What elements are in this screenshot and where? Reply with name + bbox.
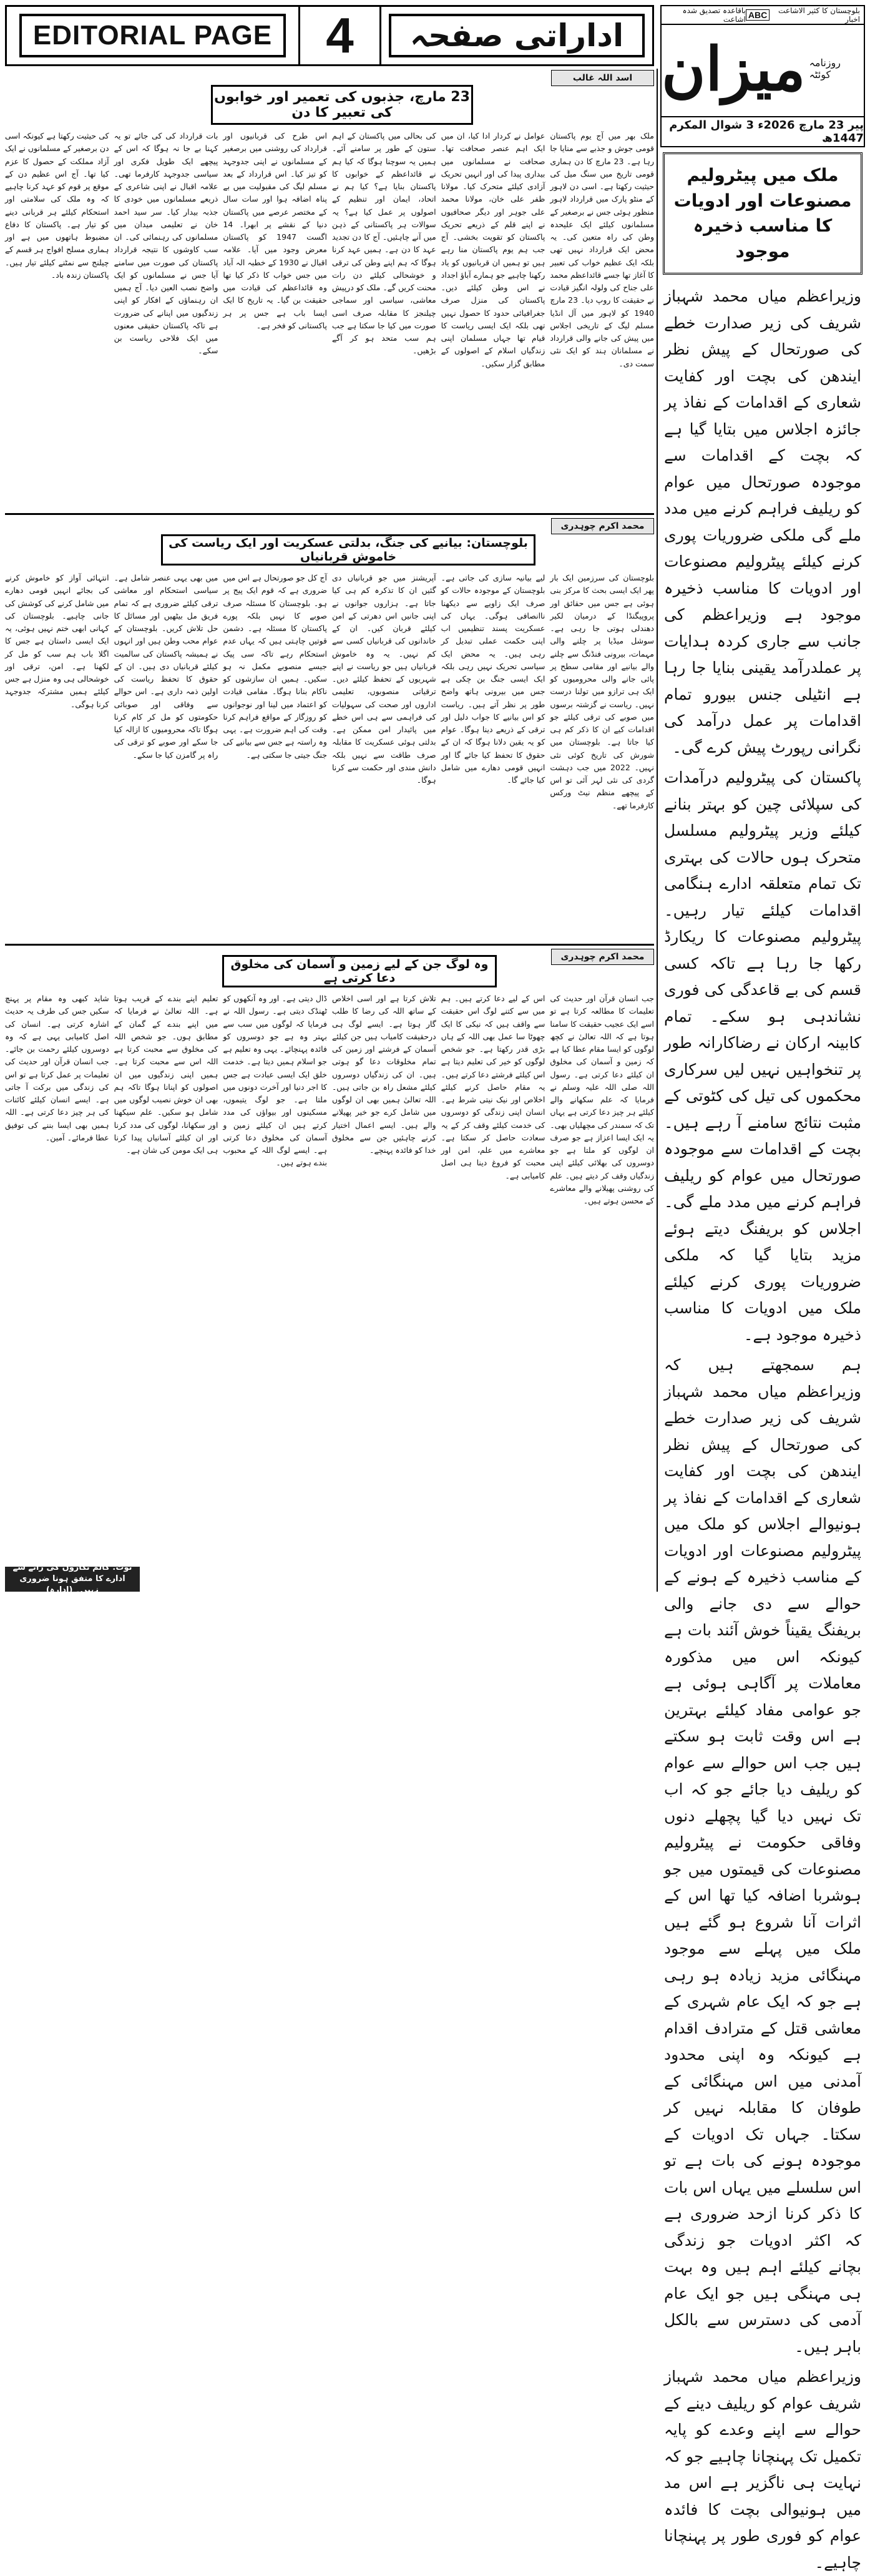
article1-column: عوامل نے کردار ادا کیا، ان میں ایک اہم عنصر صحافت تھا۔ صحافت نے مسلمانوں میں بیداری پیدا کی اور انہیں تحریک آزادی کیلئے متحرک کیا۔ مولانا ظفر علی خان، مولانا محمد علی جوہر اور دیگر صحافیوں نے اپنے قلم کے ذریعے تحریک پاکستان کو تقویت بخشی۔ آج جب ہم یوم پاکستان منا رہے ہیں تو ہمیں ان قربانیوں کو یاد رکھنا چاہیے جو ہمارے آباؤ اجداد نے اس وطن کیلئے دیں۔ پاکستان کی منزل صرف جغرافیائی حدود کا حصول نہیں تھی بلکہ ایک ایسی ریاست کا قیام تھا جہاں مسلمان اپنی زندگیاں اسلام کے اصولوں کے مطابق گزار سکیں۔ — [441, 131, 545, 368]
lead-paragraph: ہم سمجھتے ہیں کہ وزیراعظم میاں محمد شہباز شریف کی زیر صدارت خطے کی صورتحال کے پیش نظر ایندھن کی بچت اور کفایت شعاری کے اقدامات کے نفاذ پر ہونیوالے اجلاس کو ملک میں پیٹرولیم مصنوعات اور ادویات کے مناسب ذخیرہ کے ہونے کے حوالے سے دی جانے والی بریفنگ یقیناً خوش آئند بات ہے کیونکہ اس میں مذکورہ معاملات پر آگاہی ہوئی ہے جو عوامی مفاد کیلئے بہترین ہے اس وقت ثابت ہو سکتے ہیں جب اس حوالے سے عوام کو ریلیف دیا جائے جو کہ اب تک نہیں دیا گیا پچھلے دنوں وفاقی حکومت نے پیٹرولیم مصنوعات کی قیمتوں میں جو ہوشربا اضافہ کیا تھا اس کے اثرات آنا شروع ہو گئے ہیں ملک میں پہلے سے موجود مہنگائی مزید زیادہ ہو رہی ہے جو کہ ایک عام شہری کے معاشی قتل کے مترادف اقدام ہے کیونکہ وہ اپنی محدود آمدنی میں اس مہنگائی کے طوفان کا مقابلہ نہیں کر سکتا۔ جہاں تک ادویات کے موجودہ ہونے کی بات ہے تو اس سلسلے میں یہاں اس بات کا ذکر کرنا ازحد ضروری ہے کہ اکثر ادویات جو زندگی بچانے کیلئے اہم ہیں وہ بہت ہی مہنگی ہیں جو ایک عام آدمی کی دسترس سے بالکل باہر ہیں۔ — [664, 1356, 861, 2356]
masthead-strip-right: بلوچستان کا کثیر الاشاعت اخبار — [778, 6, 860, 24]
logo-text: میزان — [662, 33, 806, 104]
article2-column: بلوچستان کی سرزمین ایک بار پھر ایک ایسی بحث کا مرکز بنی ہوئی ہے جس میں حقائق اور پروپیگنڈا کے درمیان لکیر دھندلی ہوتی جا رہی ہے۔ سوشل میڈیا پر چلنے والی مہمات، بیرونی فنڈنگ سے چلنے والے بیانیے اور مقامی سطح پر پائی جانے والی محرومیوں کو ایک ہی ترازو میں تولنا درست نہیں۔ ریاست نے گزشتہ برسوں میں صوبے کی ترقی کیلئے جو اقدامات کیے ان کا ذکر کم ہی کیا جاتا ہے۔ بلوچستان میں شورش کی تاریخ کوئی نئی نہیں۔ 2022 میں جب دہشت گردی کی نئی لہر آئی تو اس کے پیچھے منظم نیٹ ورکس کارفرما تھے۔ — [550, 573, 654, 810]
article3-byline: محمد اکرم چوہدری — [551, 949, 654, 965]
article2-column: آج کل جو صورتحال ہے اس میں ضروری ہے کہ قوم ایک پیج پر ہو۔ بلوچستان کا مسئلہ صرف صوبے کا نہیں بلکہ پورے پاکستان کا مسئلہ ہے۔ دشمن قوتیں چاہتی ہیں کہ یہاں عدم استحکام رہے تاکہ سی پیک جیسے منصوبے مکمل نہ ہو سکیں۔ ہمیں ان سازشوں کو ناکام بنانا ہوگا۔ مقامی قیادت کو اعتماد میں لینا اور نوجوانوں کو روزگار کے مواقع فراہم کرنا وقت کی اہم ضرورت ہے۔ یہی وہ راستہ ہے جس سے بیانیے کی جنگ جیتی جا سکتی ہے۔ — [223, 573, 327, 760]
masthead-date: پیر 23 مارچ 2026ء 3 شوال المکرم 1447ھ — [662, 116, 864, 146]
lead-editorial — [660, 152, 865, 2572]
article-23-march — [5, 70, 654, 513]
page-number: 4 — [300, 7, 381, 64]
article1-column: کی حیثیت رکھتا ہے کیونکہ اسی دن برصغیر کے مسلمانوں نے ایک آزاد مملکت کے حصول کا عزم کیا تھا۔ آج اس عظیم دن کے موقع پر قوم کو عہد کرنا چاہیے کہ وہ ملک کی سلامتی اور استحکام کیلئے ہر قربانی دینے کو تیار ہے۔ پاکستان کا دفاع مضبوط ہاتھوں میں ہے اور ہماری مسلح افواج ہر قسم کے چیلنج سے نمٹنے کیلئے تیار ہیں۔ پاکستان زندہ باد۔ — [4, 131, 109, 280]
article3-column: ڈال دیتی ہے۔ اور وہ آنکھوں کو ٹھنڈک دیتی ہے۔ رسول اللہ نے فرمایا کہ لوگوں میں سب سے بہتر وہ ہے جو دوسروں کو فائدہ پہنچائے۔ یہی وہ تعلیم ہے جو اسلام ہمیں دیتا ہے۔ خدمت خلق ایک ایسی عبادت ہے جس کا اجر دنیا اور آخرت دونوں میں ملتا ہے۔ جو لوگ یتیموں، مسکینوں اور بیواؤں کی مدد کرتے ہیں ان کیلئے زمین و آسمان کی مخلوق دعا کرتی ہے۔ ایسے لوگ اللہ کے محبوب بندے ہوتے ہیں۔ — [223, 994, 327, 1168]
editorial-page-label: EDITORIAL PAGE — [19, 14, 286, 57]
article2-columns — [5, 572, 654, 938]
article3-column: جب انسان قرآن اور حدیث کی تعلیمات کا مطالعہ کرتا ہے تو اسے ایک عجیب حقیقت کا سامنا ہوتا ہے کہ اللہ تعالیٰ نے کچھ لوگوں کو ایسا مقام عطا کیا ہے کہ زمین و آسمان کی مخلوق ان کیلئے دعا کرتی ہے۔ رسول اللہ صلی اللہ علیہ وسلم نے فرمایا کہ علم سکھانے والے کیلئے ہر چیز دعا کرتی ہے یہاں تک کہ سمندر کی مچھلیاں بھی۔ یہ ایک ایسا اعزاز ہے جو صرف ان لوگوں کو ملتا ہے جو دوسروں کی بھلائی کیلئے اپنی زندگیاں وقف کر دیتے ہیں۔ علم کی روشنی پھیلانے والے معاشرے کے محسن ہوتے ہیں۔ — [550, 994, 654, 1205]
section-divider — [5, 513, 654, 515]
masthead-strip — [662, 6, 864, 25]
article2-column: انتہائی آواز کو خاموش کرنے کی بجائے انہیں قومی دھارے میں شامل کرنے کی کوشش کی جانی چاہیے۔ بلوچستان کی کہانی ابھی ختم نہیں ہوئی، یہ ایک ایسی داستان ہے جس کا اگلا باب ہم سب کو مل کر لکھنا ہے۔ امن، ترقی اور خوشحالی ہی وہ منزل ہے جس کیلئے ہمیں مشترکہ جدوجہد کرنا ہوگی۔ — [4, 573, 109, 709]
lead-paragraph: وزیراعظم میاں محمد شہباز شریف عوام کو ریلیف دینے کے حوالے سے اپنے وعدے کو پایہ تکمیل تک پہنچانا چاہیے جو کہ نہایت ہی ناگزیر ہے اس مد میں ہونیوالی بچت کا فائدہ عوام کو فوری طور پر پہنچانا چاہیے۔ — [664, 2368, 861, 2572]
article1-column: ملک بھر میں آج یوم پاکستان قومی جوش و جذبے سے منایا جا رہا ہے۔ 23 مارچ کا دن ہماری قومی تاریخ میں سنگ میل کی حیثیت رکھتا ہے۔ اسی دن لاہور کے منٹو پارک میں قرارداد لاہور منظور ہوئی جس نے برصغیر کے مسلمانوں کیلئے ایک علیحدہ وطن کی راہ متعین کی۔ یہ محض ایک قرارداد نہیں تھی بلکہ ایک عظیم خواب کی تعبیر کا آغاز تھا جسے قائداعظم محمد علی جناح کی ولولہ انگیز قیادت نے حقیقت کا روپ دیا۔ 23 مارچ 1940 کو لاہور میں آل انڈیا مسلم لیگ کے تاریخی اجلاس میں پیش کی جانے والی قرارداد نے مسلمانان ہند کو ایک نئی سمت دی۔ — [550, 131, 654, 368]
editorial-page-label-box — [7, 7, 300, 64]
article1-column: کی بحالی میں پاکستان کے اہم ستون کے طور پر سامنے آئے۔ ہمیں یہ سوچنا ہوگا کہ کیا ہم نے قائداعظم کے خوابوں کا پاکستان بنایا ہے؟ کیا ہم نے اتحاد، ایمان اور تنظیم کے اصولوں پر عمل کیا ہے؟ یہ سوالات ہر پاکستانی کے ذہن میں آنے چاہئیں۔ آج کا دن تجدید عہد کا دن ہے۔ ہمیں عہد کرنا ہوگا کہ ہم اپنے وطن کی ترقی و خوشحالی کیلئے دن رات محنت کریں گے۔ ملک کو درپیش معاشی، سیاسی اور سماجی چیلنجز کا مقابلہ صرف اسی صورت میں کیا جا سکتا ہے جب ہم سب متحد ہو کر آگے بڑھیں۔ — [331, 131, 436, 356]
logo-subtitle: روزنامہ کوئٹہ — [809, 57, 841, 81]
lead-editorial-headline: ملک میں پیٹرولیم مصنوعات اور ادویات کا مناسب ذخیرہ موجود — [663, 152, 863, 275]
article1-column: اس طرح کی قربانیوں اور قرارداد کی روشنی میں برصغیر کے مسلمانوں نے اپنی جدوجہد کو تیز کیا۔ اس قرارداد کے بعد مسلم لیگ کی مقبولیت میں بے پناہ اضافہ ہوا اور سات سال کے مختصر عرصے میں پاکستان دنیا کے نقشے پر ابھرا۔ 14 اگست 1947 کو پاکستان معرض وجود میں آیا۔ علامہ اقبال نے 1930 کے خطبہ الہ آباد میں جس خواب کا ذکر کیا تھا وہ قائداعظم کی قیادت میں حقیقت بن گیا۔ یہ تاریخ کا ایک ایسا باب ہے جس پر ہر پاکستانی کو فخر ہے۔ — [223, 131, 327, 330]
article3-column: اس کے لیے دعا کرتے ہیں۔ ہم میں سے کتنے لوگ اس حقیقت سے واقف ہیں کہ نیکی کا ایک چھوٹا سا عمل بھی اللہ کے ہاں بڑی قدر رکھتا ہے۔ جو شخص لوگوں کو خیر کی تعلیم دیتا ہے اس کیلئے فرشتے دعا کرتے ہیں۔ یہ مقام حاصل کرنے کیلئے اخلاص اور نیک نیتی شرط ہے۔ انسان اپنی زندگی کو دوسروں کی خدمت کیلئے وقف کر کے یہ سعادت حاصل کر سکتا ہے۔ معاشرے میں علم، امن اور محبت کو فروغ دینا ہی اصل کامیابی ہے۔ — [441, 994, 545, 1180]
section-divider — [5, 944, 654, 946]
article2-column: آپریشنز میں جو قربانیاں دی گئیں ان کا تذکرہ کم ہی کیا جاتا ہے۔ ہزاروں جوانوں نے اپنی جانیں اس دھرتی کے امن کیلئے قربان کیں۔ ان کے خاندانوں کی قربانیاں کسی سے کم نہیں۔ یہ وہ خاموش قربانیاں ہیں جو ریاست نے اپنے شہریوں کے تحفظ کیلئے دیں۔ ترقیاتی منصوبوں، تعلیمی اداروں اور صحت کی سہولیات کی فراہمی سے ہی اس خطے میں پائیدار امن ممکن ہے۔ بدلتی ہوئی عسکریت کا مقابلہ صرف طاقت سے نہیں بلکہ دانش مندی اور حکمت سے کرنا ہوگا۔ — [331, 573, 436, 785]
column-separator — [657, 69, 658, 1592]
article2-column: میں بھی یہی عنصر شامل ہے۔ سیاسی استحکام اور معاشی ترقی کیلئے ضروری ہے کہ تمام فریق مل بیٹھیں اور مسائل کا حل تلاش کریں۔ بلوچستان کے عوام محب وطن ہیں اور انہوں نے ہمیشہ پاکستان کی سالمیت کیلئے قربانیاں دی ہیں۔ ان کے حقوق کا تحفظ ریاست کی اولین ذمہ داری ہے۔ اس حوالے سے وفاقی اور صوبائی حکومتوں کو مل کر کام کرنا ہوگا تاکہ محرومیوں کا ازالہ کیا جا سکے اور صوبے کو ترقی کی راہ پر گامزن کیا جا سکے۔ — [114, 573, 218, 760]
article3-headline: وہ لوگ جن کے لیے زمین و آسمان کی مخلوق دعا کرتی ہے — [222, 955, 497, 987]
article1-byline: اسد اللہ غالب — [551, 70, 654, 86]
article2-column: لیے بیانیہ سازی کی جاتی ہے۔ بلوچستان کے موجودہ حالات کو صرف ایک زاویے سے دیکھنا ناانصافی ہوگی۔ یہاں کی عسکریت پسند تنظیمیں اب اپنی حکمت عملی تبدیل کر رہی ہیں۔ یہ محض ایک سیاسی تحریک نہیں رہی بلکہ ایک ایسی جنگ بن چکی ہے جس میں بیرونی ہاتھ واضح طور پر نظر آتے ہیں۔ ریاست کو اس بیانیے کا جواب دلیل اور ترقی کے ذریعے دینا ہوگا۔ عوام کو یہ یقین دلانا ہوگا کہ ان کے حقوق کا تحفظ کیا جائے گا اور انہیں قومی دھارے میں شامل کیا جائے گا۔ — [441, 573, 545, 785]
page-banner — [5, 5, 654, 66]
urdu-label-box — [381, 7, 652, 64]
lead-paragraph: وزیراعظم میاں محمد شہباز شریف کی زیر صدارت خطے کی صورتحال کے پیش نظر ایندھن کی بچت اور کفایت شعاری کے اقدامات کے نفاذ پر جائزہ اجلاس میں بتایا گیا ہے کہ بچت کے اقدامات سے موجودہ صورتحال میں عوام کو ریلیف فراہم کرنے میں مدد ملے گی ملکی ضروریات پوری کرنے کیلئے پیٹرولیم مصنوعات اور ادویات کا مناسب ذخیرہ موجود ہے وزیراعظم کی جانب سے جاری کردہ ہدایات پر عملدرآمد یقینی بنایا جا رہا ہے انٹیلی جنس بیورو تمام اقدامات پر عمل درآمد کی نگرانی رپورٹ پیش کرے گی۔ — [664, 287, 861, 757]
article3-columns — [5, 992, 654, 1560]
article1-headline: 23 مارچ، جذبوں کی تعمیر اور خوابوں کی تعبیر کا دن — [211, 85, 473, 125]
article3-column: تلاش کرتا ہے اور اسی اخلاص کے ساتھ اللہ کی رضا کا طلب گار ہوتا ہے۔ ایسے لوگ ہی درحقیقت کامیاب ہیں جن کیلئے آسمان کے فرشتے اور زمین کی تمام مخلوقات دعا گو ہوتی ہیں۔ ان کی زندگیاں دوسروں کیلئے مشعل راہ بن جاتی ہیں۔ اللہ تعالیٰ ہمیں بھی ان لوگوں میں شامل کرے جو خیر پھیلانے والے ہیں۔ ایسے اعمال اختیار کرنے چاہئیں جن سے مخلوق خدا کو فائدہ پہنچے۔ — [331, 994, 436, 1155]
article1-columns — [5, 130, 654, 508]
urdu-editorial-label: اداراتی صفحہ — [389, 14, 645, 57]
abc-badge: ABC — [746, 9, 770, 21]
newspaper-logo — [662, 25, 864, 112]
article3-column: تعلیم اپنے بندے کے قریب ہوتا ہے۔ اللہ تعالیٰ نے فرمایا کہ میں اپنے بندے کے گمان کے مطابق ہوں۔ جو شخص اللہ کی مخلوق سے محبت کرتا ہے اللہ اس سے محبت کرتا ہے۔ ہمیں اپنی زندگیوں میں ان اصولوں کو اپنانا ہوگا تاکہ ہم بھی ان خوش نصیب لوگوں میں شامل ہو سکیں۔ علم سیکھنا اور سکھانا، لوگوں کی مدد کرنا اور ان کیلئے آسانیاں پیدا کرنا ہی ایک مومن کی شان ہے۔ — [114, 994, 218, 1155]
article1-column: بات قرارداد کی کی جائے تو یہ کہنا بے جا نہ ہوگا کہ اس کے پیچھے ایک طویل فکری اور سیاسی جدوجہد کارفرما تھی۔ علامہ اقبال نے اپنی شاعری کے ذریعے مسلمانوں میں خودی کا جذبہ بیدار کیا۔ سر سید احمد خان نے تعلیمی میدان میں مسلمانوں کی رہنمائی کی۔ ان سب کاوشوں کا نتیجہ قرارداد پاکستان کی صورت میں سامنے آیا جس نے مسلمانوں کو ایک واضح نصب العین دیا۔ آج ہمیں ان رہنماؤں کے افکار کو اپنی زندگیوں میں اپنانے کی ضرورت ہے تاکہ پاکستان حقیقی معنوں میں ایک فلاحی ریاست بن سکے۔ — [114, 131, 218, 356]
article3-column: شاید کبھی وہ مقام پر پہنچ سکیں جس کی طرف یہ حدیث اشارہ کرتی ہے۔ انسان کی اصل کامیابی یہی ہے کہ وہ دوسروں کیلئے رحمت بن جائے۔ جب انسان قرآن اور حدیث کی تعلیمات پر عمل کرتا ہے تو اس کی زندگی میں برکت آ جاتی ہے۔ ایسے انسان کیلئے کائنات کی ہر چیز دعا کرتی ہے۔ اللہ ہمیں بھی ایسا بننے کی توفیق عطا فرمائے۔ آمین۔ — [4, 994, 109, 1142]
article-balochistan — [5, 518, 654, 943]
masthead-strip-left: باقاعدہ تصدیق شدہ اشاعت — [682, 6, 746, 24]
lead-paragraph: پاکستان کی پیٹرولیم درآمدات کی سپلائی چین کو بہتر بنانے کیلئے وزیر پیٹرولیم مسلسل متحرک ہوں حالات کی بہتری تک تمام متعلقہ ادارے ہنگامی اقدامات کیلئے تیار رہیں۔ پیٹرولیم مصنوعات کا ریکارڈ رکھا جا رہا ہے تاکہ کسی قسم کی بے قاعدگی کی فوری نشاندہی ہو سکے۔ تمام کابینہ ارکان نے رضاکارانہ طور پر تنخواہیں نہیں لیں سرکاری محکموں کی تیل کی کٹوتی کے مثبت نتائج سامنے آ رہے ہیں۔ بچت کے اقدامات سے موجودہ صورتحال میں عوام کو ریلیف فراہم کرنے میں مدد ملے گی۔ اجلاس کو بریفنگ دیتے ہوئے مزید بتایا گیا کہ ملکی ضروریات پوری کرنے کیلئے ملک میں ادویات کا مناسب ذخیرہ موجود ہے۔ — [664, 768, 861, 1344]
article2-headline: بلوچستان: بیانیے کی جنگ، بدلتی عسکریت اور ایک ریاست کی خاموش قربانیاں — [161, 534, 535, 566]
article-dua — [5, 949, 654, 1564]
lead-editorial-body — [660, 283, 865, 2572]
disclaimer-note: نوٹ: کالم نگاروں کی رائے سے ادارے کا متفق ہونا ضروری نہیں۔ (ادارہ) — [5, 1567, 140, 1592]
article2-byline: محمد اکرم چوہدری — [551, 518, 654, 534]
masthead — [660, 5, 865, 147]
